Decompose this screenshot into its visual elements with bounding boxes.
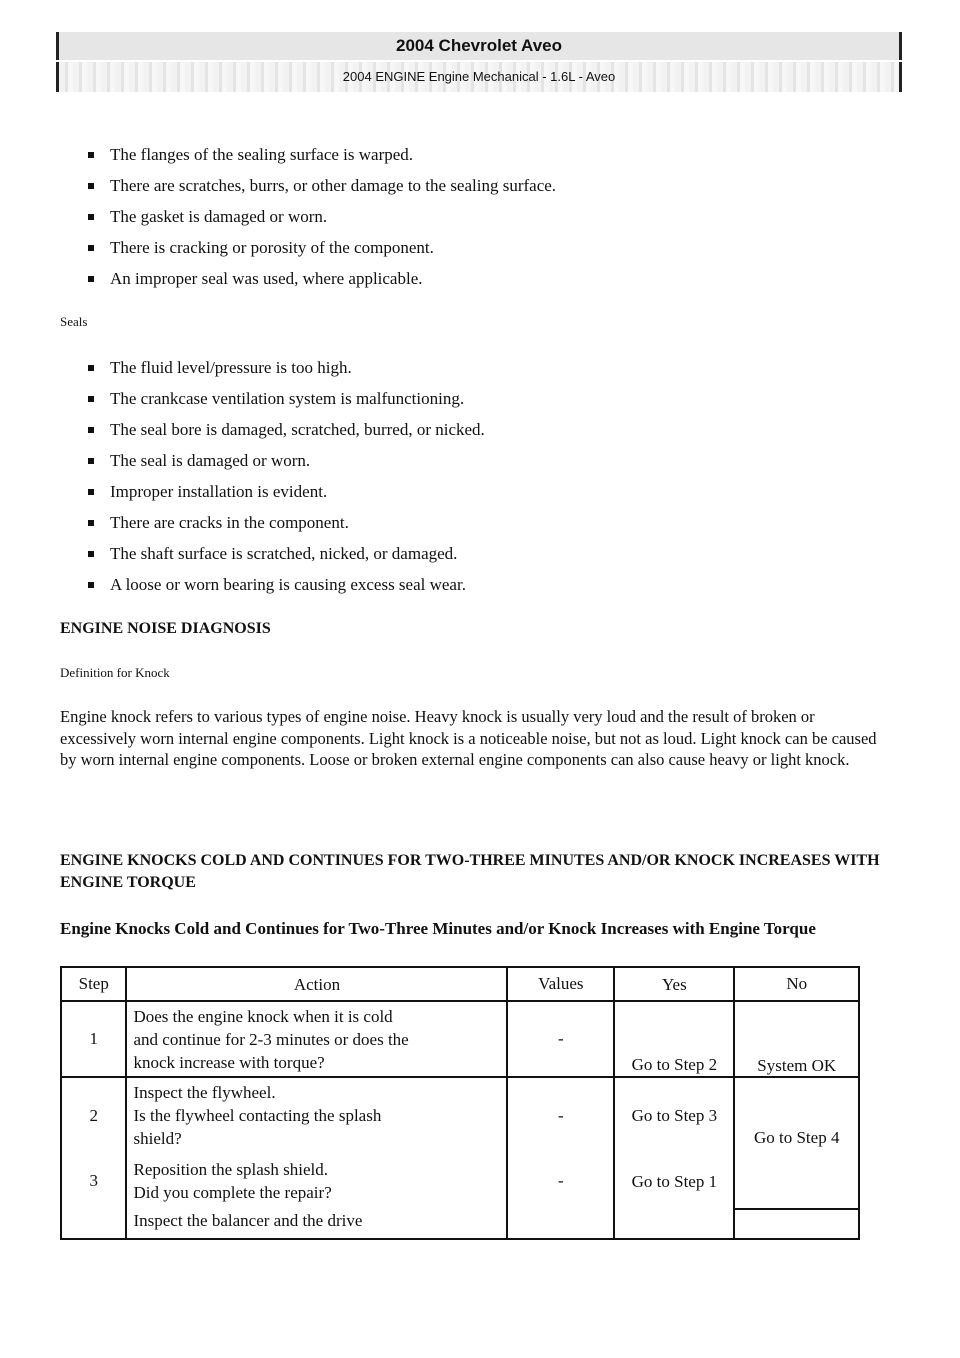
list-item: The gasket is damaged or worn. xyxy=(86,204,556,235)
seal-cause-list xyxy=(86,355,485,603)
table-caption: Engine Knocks Cold and Continues for Two-Three Minutes and/or Knock Increases with Engine Torque xyxy=(60,919,816,938)
column-header-values: Values xyxy=(507,967,614,1001)
no-cell: Go to Step 4 xyxy=(734,1077,859,1209)
list-item: The fluid level/pressure is too high. xyxy=(86,355,485,386)
knock-definition-label: Definition for Knock xyxy=(60,665,170,680)
action-line: Inspect the balancer and the drive xyxy=(133,1211,363,1230)
action-line: shield? xyxy=(133,1129,182,1148)
list-item: The seal bore is damaged, scratched, burred, or nicked. xyxy=(86,417,485,448)
action-line: knock increase with torque? xyxy=(133,1052,325,1072)
action-line: and continue for 2-3 minutes or does the xyxy=(133,1029,409,1049)
action-line: Does the engine knock when it is cold xyxy=(133,1006,393,1026)
values-cell: - xyxy=(507,1077,614,1153)
action-line: Inspect the flywheel. xyxy=(133,1083,276,1102)
table-row xyxy=(61,1209,859,1239)
list-item: The seal is damaged or worn. xyxy=(86,448,485,479)
diagnostic-table xyxy=(60,966,860,1240)
cold-knock-heading: ENGINE KNOCKS COLD AND CONTINUES FOR TWO-THREE MINUTES AND/OR KNOCK INCREASES WITH ENGINE TORQUE xyxy=(60,852,880,891)
yes-cell: Go to Step 3 xyxy=(614,1077,734,1153)
gasket-cause-list xyxy=(86,142,556,297)
knock-definition-text: Engine knock refers to various types of engine noise. Heavy knock is usually very loud and the result of broken or excessively worn internal engine components. Light knock is a noticeable noise, but not as loud. Light knock can be caused by worn internal engine components. Loose or broken external engine components can also cause heavy or light knock. xyxy=(60,707,877,769)
action-line: Reposition the splash shield. xyxy=(133,1160,329,1179)
table-row xyxy=(61,1001,859,1077)
seals-label: Seals xyxy=(60,314,88,329)
column-header-step: Step xyxy=(61,967,126,1001)
yes-cell xyxy=(614,1209,734,1239)
values-cell: - xyxy=(507,1001,614,1077)
column-header-no: No xyxy=(734,967,859,1001)
table-row xyxy=(61,1077,859,1153)
list-item: There are scratches, burrs, or other damage to the sealing surface. xyxy=(86,173,556,204)
document-subtitle: 2004 ENGINE Engine Mechanical - 1.6L - Aveo xyxy=(56,62,902,92)
step-cell xyxy=(61,1209,126,1239)
list-item: An improper seal was used, where applicable. xyxy=(86,266,556,297)
action-cell xyxy=(126,1077,507,1153)
page-header xyxy=(56,28,906,94)
list-item: A loose or worn bearing is causing excess seal wear. xyxy=(86,572,485,603)
action-cell xyxy=(126,1001,507,1077)
document-title: 2004 Chevrolet Aveo xyxy=(56,32,902,60)
list-item: The flanges of the sealing surface is warped. xyxy=(86,142,556,173)
action-cell xyxy=(126,1153,507,1209)
no-cell xyxy=(734,1209,859,1239)
step-cell: 1 xyxy=(61,1001,126,1077)
values-cell: - xyxy=(507,1153,614,1209)
yes-cell: Go to Step 2 xyxy=(614,1001,734,1077)
column-header-yes: Yes xyxy=(614,967,734,1001)
engine-noise-heading: ENGINE NOISE DIAGNOSIS xyxy=(60,620,271,637)
yes-cell: Go to Step 1 xyxy=(614,1153,734,1209)
step-cell: 2 xyxy=(61,1077,126,1153)
action-line: Did you complete the repair? xyxy=(133,1183,332,1202)
list-item: Improper installation is evident. xyxy=(86,479,485,510)
table-header-row xyxy=(61,967,859,1001)
column-header-action: Action xyxy=(126,967,507,1001)
list-item: The shaft surface is scratched, nicked, or damaged. xyxy=(86,541,485,572)
list-item: There is cracking or porosity of the component. xyxy=(86,235,556,266)
action-line: Is the flywheel contacting the splash xyxy=(133,1106,382,1125)
action-cell xyxy=(126,1209,507,1239)
step-cell: 3 xyxy=(61,1153,126,1209)
values-cell xyxy=(507,1209,614,1239)
no-cell: System OK xyxy=(734,1001,859,1077)
list-item: The crankcase ventilation system is malfunctioning. xyxy=(86,386,485,417)
list-item: There are cracks in the component. xyxy=(86,510,485,541)
